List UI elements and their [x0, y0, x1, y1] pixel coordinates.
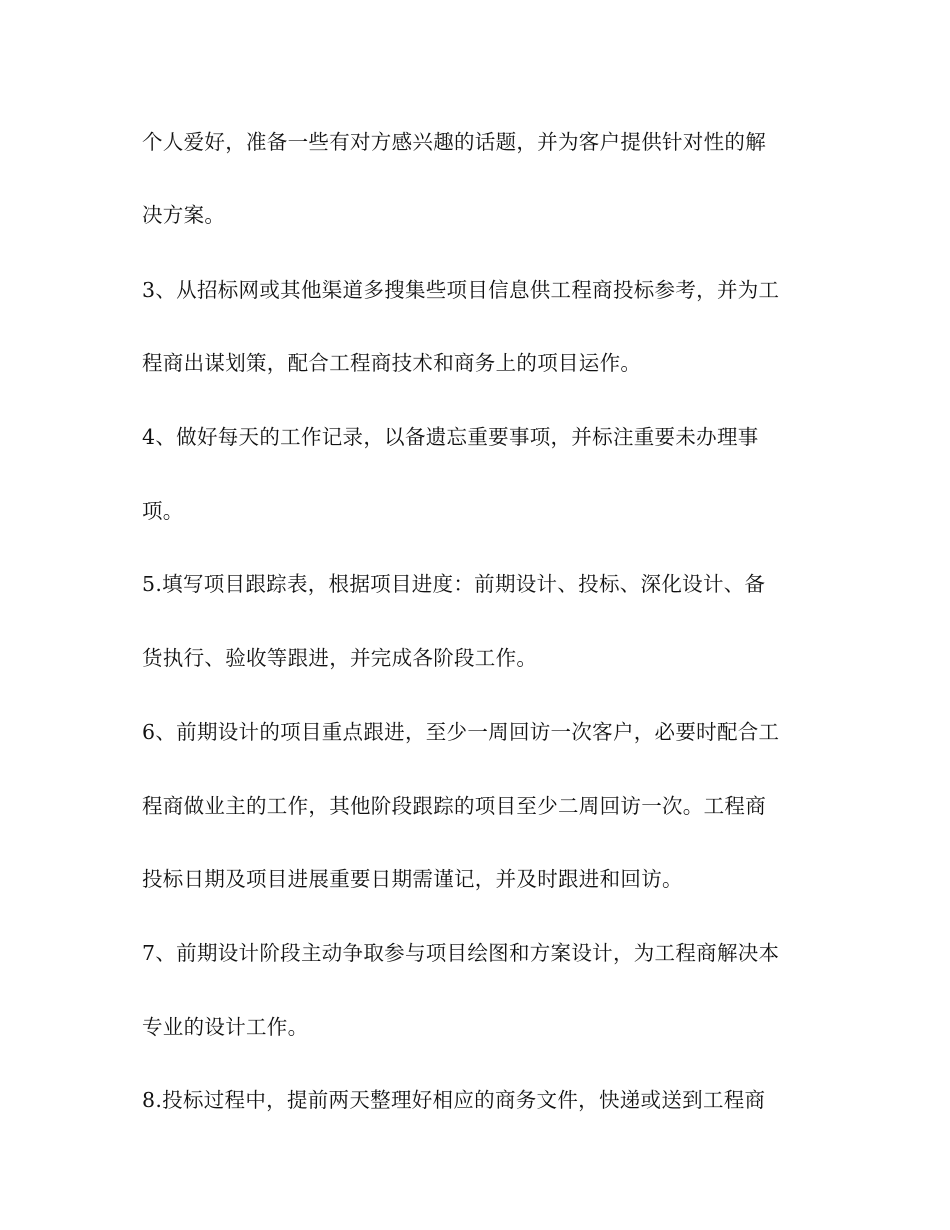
text-line-13: 专业的设计工作。: [142, 1015, 309, 1039]
text-line-7: 5.填写项目跟踪表，根据项目进度：前期设计、投标、深化设计、备: [142, 572, 766, 596]
text-line-12: 7、前期设计阶段主动争取参与项目绘图和方案设计，为工程商解决本: [142, 941, 780, 965]
text-line-2: 决方案。: [142, 203, 226, 227]
text-line-8: 货执行、验收等跟进，并完成各阶段工作。: [142, 646, 538, 670]
text-line-9: 6、前期设计的项目重点跟进，至少一周回访一次客户，必要时配合工: [142, 720, 780, 744]
text-line-5: 4、做好每天的工作记录，以备遗忘重要事项，并标注重要未办理事: [142, 425, 759, 449]
text-line-4: 程商出谋划策，配合工程商技术和商务上的项目运作。: [142, 351, 642, 375]
text-line-3: 3、从招标网或其他渠道多搜集些项目信息供工程商投标参考，并为工: [142, 278, 780, 302]
text-line-11: 投标日期及项目进展重要日期需谨记，并及时跟进和回访。: [142, 867, 683, 891]
text-line-14: 8.投标过程中，提前两天整理好相应的商务文件，快递或送到工程商: [142, 1088, 766, 1112]
text-line-1: 个人爱好，准备一些有对方感兴趣的话题，并为客户提供针对性的解: [142, 130, 766, 154]
text-line-10: 程商做业主的工作，其他阶段跟踪的项目至少二周回访一次。工程商: [142, 794, 766, 818]
text-line-6: 项。: [142, 499, 184, 523]
